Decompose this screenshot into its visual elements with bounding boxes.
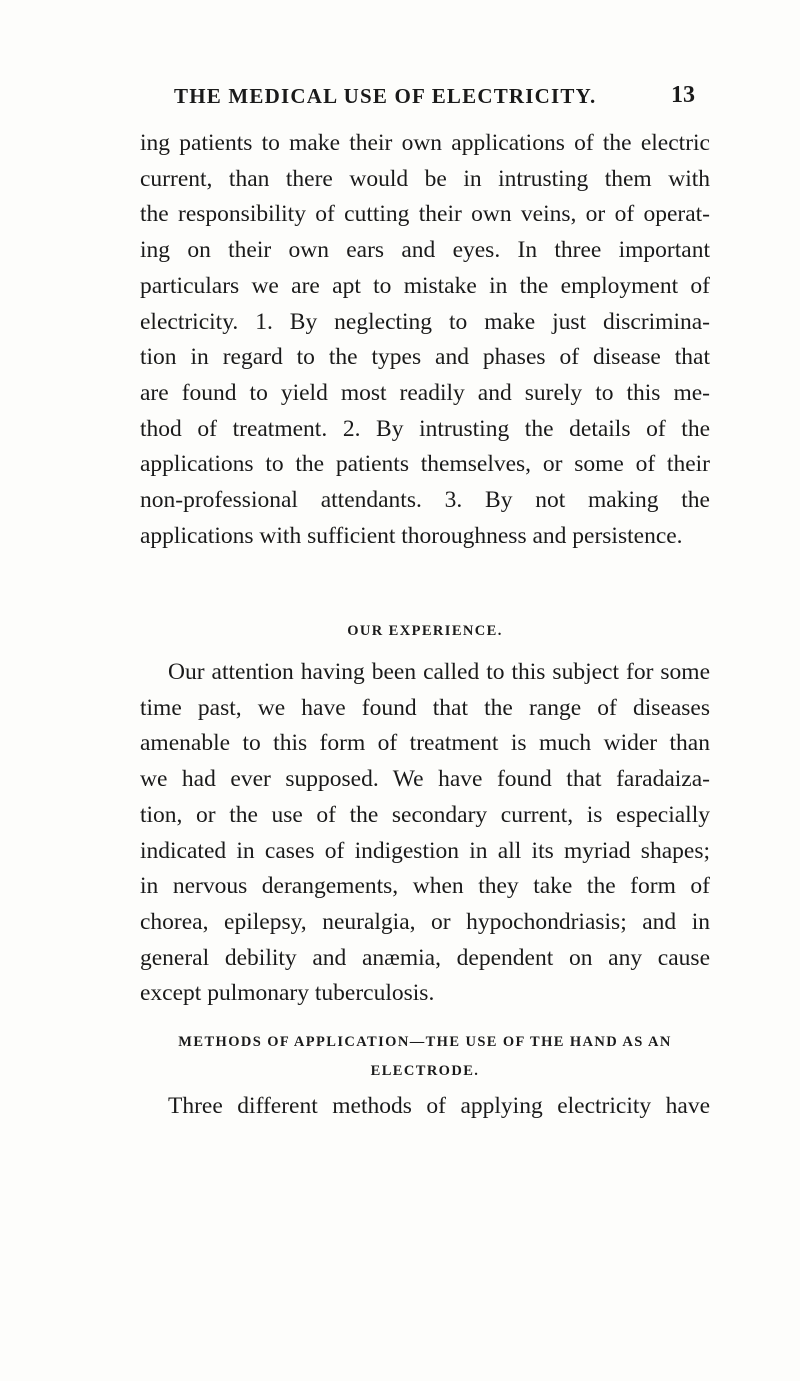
text-line: are found to yield most readily and surely to this me- <box>140 379 710 406</box>
text-line: in nervous derangements, when they take the form of <box>140 873 710 900</box>
text-line: Three different methods of applying electricity have <box>168 1093 710 1119</box>
section-heading-our-experience: OUR EXPERIENCE. <box>347 623 503 639</box>
page-number: 13 <box>671 82 695 108</box>
heading-line: METHODS OF APPLICATION—THE USE OF THE HAND AS AN <box>178 1034 672 1050</box>
running-head <box>0 84 800 114</box>
text-line: time past, we have found that the range of diseases <box>140 694 710 721</box>
text-line: thod of treatment. 2. By intrusting the details of the <box>140 415 710 442</box>
text-line: Our attention having been called to this subject for some <box>168 659 710 685</box>
running-title: THE MEDICAL USE OF ELECTRICITY. <box>174 84 597 108</box>
text-line: current, than there would be in intrusting them with <box>140 165 710 192</box>
text-line: applications to the patients themselves, or some of their <box>140 451 710 478</box>
text-line: amenable to this form of treatment is much wider than <box>140 730 710 757</box>
heading-line: ELECTRODE. <box>370 1063 480 1079</box>
paragraph-our-experience <box>140 655 710 1012</box>
text-line: the responsibility of cutting their own veins, or of operat- <box>140 201 710 228</box>
text-line: tion, or the use of the secondary current, is especially <box>140 801 710 828</box>
text-line: chorea, epilepsy, neuralgia, or hypochondriasis; and in <box>140 908 710 935</box>
text-line: non-professional attendants. 3. By not making the <box>140 487 710 514</box>
text-line: applications with sufficient thoroughness and persistence. <box>140 522 683 549</box>
text-line: electricity. 1. By neglecting to make just discrimina- <box>140 308 710 335</box>
paragraph-methods <box>140 1089 710 1125</box>
text-line: general debility and anæmia, dependent on any cause <box>140 944 710 971</box>
text-line: particulars we are apt to mistake in the employment of <box>140 272 710 299</box>
text-line: ing on their own ears and eyes. In three important <box>140 237 710 264</box>
text-line: ing patients to make their own applications of the electric <box>140 130 710 156</box>
paragraph-continuation <box>140 126 710 554</box>
text-line: tion in regard to the types and phases of disease that <box>140 344 710 371</box>
text-line: indicated in cases of indigestion in all its myriad shapes; <box>140 837 710 864</box>
text-line: we had ever supposed. We have found that faradaiza- <box>140 766 710 793</box>
section-heading-methods-of-application <box>140 1028 710 1086</box>
text-line: except pulmonary tuberculosis. <box>140 980 435 1007</box>
